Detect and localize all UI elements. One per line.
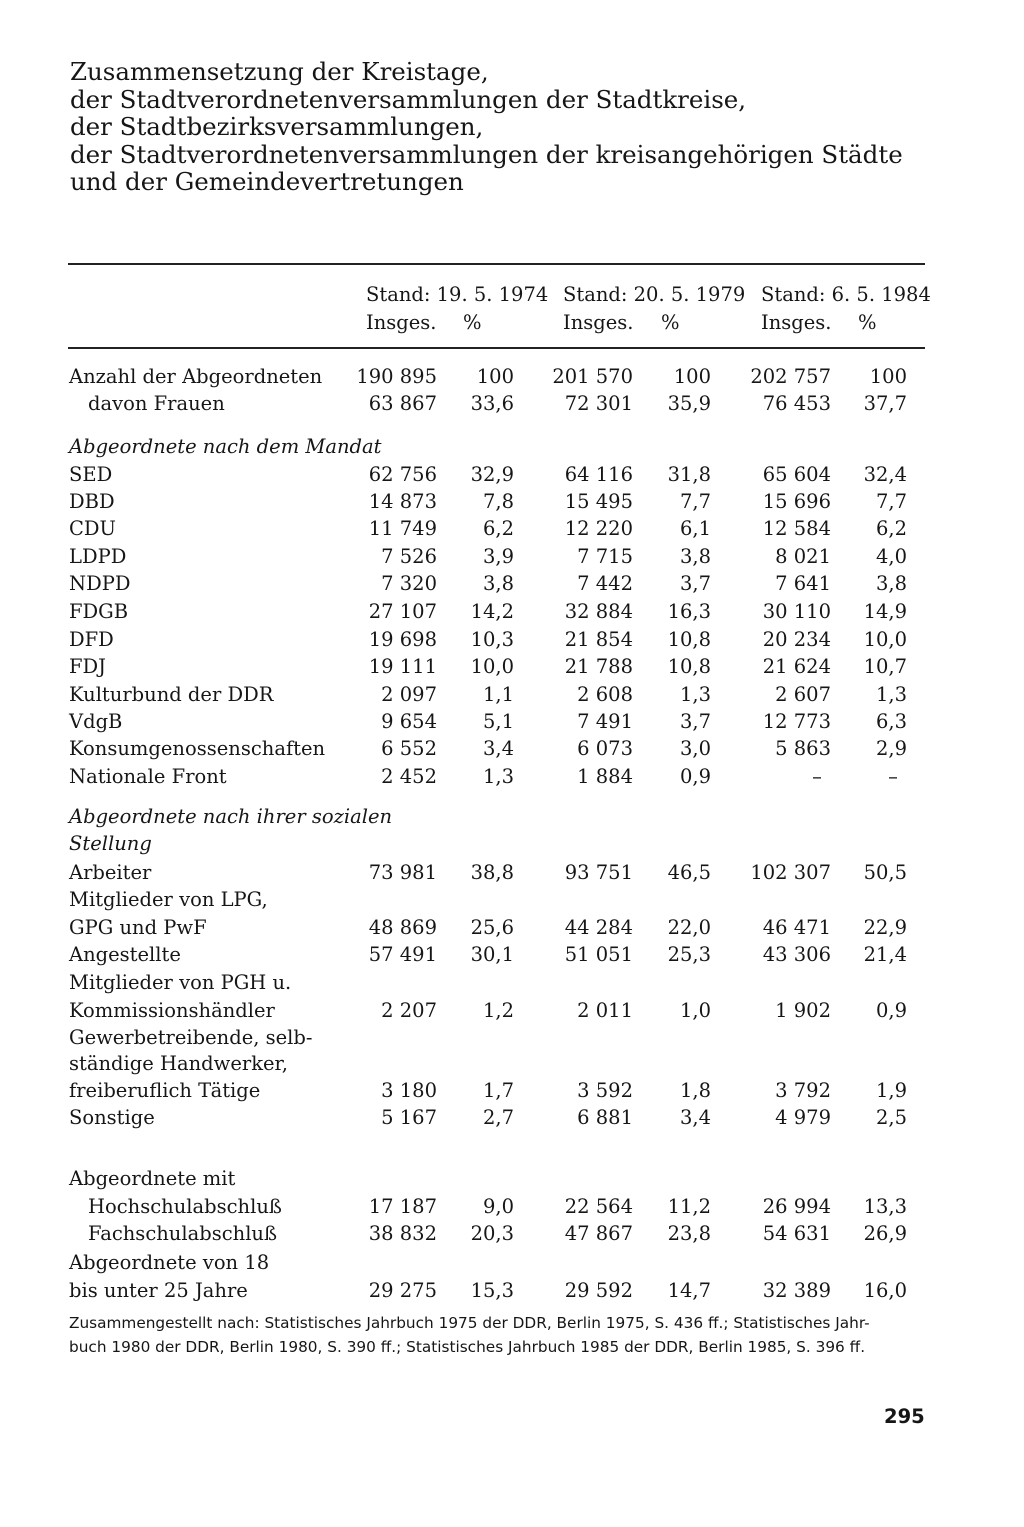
table-row bbox=[0, 735, 1024, 763]
cell-insges-1974: 2 097 bbox=[381, 683, 437, 706]
title-line: und der Gemeindevertretungen bbox=[70, 167, 464, 196]
cell-pct-1979: 7,7 bbox=[679, 490, 711, 513]
cell-insges-1979: 7 715 bbox=[577, 545, 633, 568]
cell-pct-1979: 1,8 bbox=[679, 1079, 711, 1102]
cell-pct-1974: 33,6 bbox=[470, 392, 514, 415]
cell-pct-1979: 1,3 bbox=[679, 683, 711, 706]
cell-pct-1974: 1,1 bbox=[482, 683, 514, 706]
row-label: Konsumgenossenschaften bbox=[69, 737, 326, 760]
cell-pct-1979: 3,0 bbox=[679, 737, 711, 760]
cell-insges-1974: 62 756 bbox=[368, 463, 437, 486]
row-label: Gewerbetreibende, selb- bbox=[69, 1026, 313, 1049]
cell-pct-1984: 50,5 bbox=[863, 861, 907, 884]
row-label: Sonstige bbox=[69, 1106, 155, 1129]
cell-pct-1974: 3,4 bbox=[482, 737, 514, 760]
row-label: davon Frauen bbox=[88, 392, 225, 415]
cell-insges-1984: 21 624 bbox=[762, 655, 831, 678]
table-row bbox=[0, 598, 1024, 626]
cell-insges-1984: 15 696 bbox=[762, 490, 831, 513]
cell-pct-1979: 3,8 bbox=[679, 545, 711, 568]
cell-pct-1979: 25,3 bbox=[667, 943, 711, 966]
table-header-dates bbox=[0, 281, 1024, 309]
cell-insges-1979: 72 301 bbox=[564, 392, 633, 415]
cell-insges-1974: 48 869 bbox=[368, 916, 437, 939]
cell-insges-1984: 43 306 bbox=[762, 943, 831, 966]
cell-insges-1984: 2 607 bbox=[775, 683, 831, 706]
cell-pct-1979: 100 bbox=[673, 365, 711, 388]
cell-insges-1974: 3 180 bbox=[381, 1079, 437, 1102]
row-label: FDJ bbox=[69, 655, 106, 678]
cell-pct-1974: 15,3 bbox=[470, 1279, 514, 1302]
cell-pct-1974: 100 bbox=[476, 365, 514, 388]
cell-pct-1974: 3,9 bbox=[482, 545, 514, 568]
cell-pct-1979: 10,8 bbox=[667, 628, 711, 651]
table-row bbox=[0, 763, 1024, 791]
cell-insges-1974: 7 526 bbox=[381, 545, 437, 568]
table-row bbox=[0, 1277, 1024, 1305]
cell-pct-1979: 6,1 bbox=[679, 517, 711, 540]
section-heading: Stellung bbox=[69, 832, 152, 855]
header-insges: Insges. bbox=[761, 311, 832, 334]
cell-pct-1974: 25,6 bbox=[470, 916, 514, 939]
row-label: Abgeordnete von 18 bbox=[69, 1251, 270, 1274]
row-label: Anzahl der Abgeordneten bbox=[69, 365, 323, 388]
table-row bbox=[0, 859, 1024, 887]
cell-insges-1974: 11 749 bbox=[368, 517, 437, 540]
table-row bbox=[0, 708, 1024, 736]
cell-insges-1979: 51 051 bbox=[564, 943, 633, 966]
table-row bbox=[0, 515, 1024, 543]
row-label: VdgB bbox=[69, 710, 123, 733]
cell-pct-1979: 23,8 bbox=[667, 1222, 711, 1245]
header-stand-1974: Stand: 19. 5. 1974 bbox=[366, 283, 549, 306]
cell-pct-1979: 3,7 bbox=[679, 710, 711, 733]
table-row bbox=[0, 1220, 1024, 1248]
cell-pct-1974: 10,0 bbox=[470, 655, 514, 678]
row-label: Kulturbund der DDR bbox=[69, 683, 274, 706]
table-row bbox=[0, 914, 1024, 942]
cell-insges-1984: 26 994 bbox=[762, 1195, 831, 1218]
section-heading: Abgeordnete nach ihrer sozialen bbox=[69, 805, 393, 828]
table-row bbox=[0, 390, 1024, 418]
page-number: 295 bbox=[884, 1405, 925, 1428]
cell-pct-1979: 46,5 bbox=[667, 861, 711, 884]
cell-insges-1974: 6 552 bbox=[381, 737, 437, 760]
cell-pct-1984: 16,0 bbox=[863, 1279, 907, 1302]
cell-pct-1984: 14,9 bbox=[863, 600, 907, 623]
cell-insges-1979: 21 854 bbox=[564, 628, 633, 651]
cell-insges-1979: 22 564 bbox=[564, 1195, 633, 1218]
cell-pct-1984: 21,4 bbox=[863, 943, 907, 966]
cell-insges-1984: 12 773 bbox=[762, 710, 831, 733]
cell-pct-1984: 3,8 bbox=[875, 572, 907, 595]
cell-pct-1979: 14,7 bbox=[667, 1279, 711, 1302]
table-section-label bbox=[0, 1249, 1024, 1277]
cell-insges-1979: 21 788 bbox=[564, 655, 633, 678]
cell-insges-1979: 7 442 bbox=[577, 572, 633, 595]
cell-pct-1984: 2,9 bbox=[875, 737, 907, 760]
row-label: Kommissionshändler bbox=[69, 999, 275, 1022]
row-label: bis unter 25 Jahre bbox=[69, 1279, 248, 1302]
cell-insges-1979: 7 491 bbox=[577, 710, 633, 733]
cell-pct-1984: 10,0 bbox=[863, 628, 907, 651]
table-row bbox=[0, 681, 1024, 709]
header-pct: % bbox=[858, 311, 877, 334]
cell-pct-1974: 32,9 bbox=[470, 463, 514, 486]
cell-pct-1984: 1,9 bbox=[875, 1079, 907, 1102]
cell-insges-1984: 76 453 bbox=[762, 392, 831, 415]
cell-pct-1979: 0,9 bbox=[679, 765, 711, 788]
cell-pct-1984: 26,9 bbox=[863, 1222, 907, 1245]
table-row bbox=[0, 570, 1024, 598]
cell-pct-1979: 31,8 bbox=[667, 463, 711, 486]
cell-pct-1984: 2,5 bbox=[875, 1106, 907, 1129]
cell-insges-1974: 9 654 bbox=[381, 710, 437, 733]
title-line: Zusammensetzung der Kreistage, bbox=[70, 57, 489, 86]
cell-pct-1984: 37,7 bbox=[863, 392, 907, 415]
cell-pct-1974: 7,8 bbox=[482, 490, 514, 513]
cell-pct-1974: 1,2 bbox=[482, 999, 514, 1022]
header-pct: % bbox=[463, 311, 482, 334]
cell-insges-1984: – bbox=[812, 765, 822, 788]
cell-pct-1979: 16,3 bbox=[667, 600, 711, 623]
cell-insges-1979: 201 570 bbox=[552, 365, 633, 388]
cell-insges-1979: 3 592 bbox=[577, 1079, 633, 1102]
row-label: Fachschulabschluß bbox=[88, 1222, 278, 1245]
title-line: der Stadtverordnetenversammlungen der kreisangehörigen Städte bbox=[70, 139, 903, 169]
cell-insges-1979: 1 884 bbox=[577, 765, 633, 788]
title-line: der Stadtbezirksversammlungen, bbox=[70, 112, 484, 141]
cell-insges-1974: 27 107 bbox=[368, 600, 437, 623]
table-top-rule bbox=[68, 263, 925, 265]
cell-insges-1979: 64 116 bbox=[564, 463, 633, 486]
cell-insges-1984: 30 110 bbox=[762, 600, 831, 623]
cell-insges-1984: 3 792 bbox=[775, 1079, 831, 1102]
cell-pct-1979: 35,9 bbox=[667, 392, 711, 415]
row-label: Mitglieder von PGH u. bbox=[69, 971, 292, 994]
header-stand-1984: Stand: 6. 5. 1984 bbox=[761, 283, 931, 306]
row-label: Hochschulabschluß bbox=[88, 1195, 282, 1218]
cell-insges-1979: 93 751 bbox=[564, 861, 633, 884]
table-section-label bbox=[0, 830, 1024, 858]
cell-pct-1974: 20,3 bbox=[470, 1222, 514, 1245]
header-insges: Insges. bbox=[366, 311, 437, 334]
cell-pct-1974: 3,8 bbox=[482, 572, 514, 595]
table-section-label bbox=[0, 886, 1024, 914]
cell-pct-1984: 1,3 bbox=[875, 683, 907, 706]
cell-insges-1974: 190 895 bbox=[356, 365, 437, 388]
cell-pct-1984: 22,9 bbox=[863, 916, 907, 939]
cell-insges-1974: 19 111 bbox=[368, 655, 437, 678]
cell-insges-1979: 29 592 bbox=[564, 1279, 633, 1302]
cell-insges-1984: 65 604 bbox=[762, 463, 831, 486]
cell-pct-1979: 10,8 bbox=[667, 655, 711, 678]
cell-pct-1984: 4,0 bbox=[875, 545, 907, 568]
source-note bbox=[69, 1311, 929, 1359]
table-row bbox=[0, 626, 1024, 654]
cell-insges-1979: 6 881 bbox=[577, 1106, 633, 1129]
table-row bbox=[0, 488, 1024, 516]
row-label: Angestellte bbox=[69, 943, 181, 966]
header-insges: Insges. bbox=[563, 311, 634, 334]
row-label: CDU bbox=[69, 517, 116, 540]
cell-pct-1979: 22,0 bbox=[667, 916, 711, 939]
cell-insges-1984: 8 021 bbox=[775, 545, 831, 568]
row-label: DFD bbox=[69, 628, 114, 651]
table-section-label bbox=[0, 803, 1024, 831]
row-label: Abgeordnete mit bbox=[69, 1167, 236, 1190]
cell-insges-1979: 47 867 bbox=[564, 1222, 633, 1245]
header-pct: % bbox=[661, 311, 680, 334]
cell-pct-1979: 3,7 bbox=[679, 572, 711, 595]
cell-pct-1979: 1,0 bbox=[679, 999, 711, 1022]
cell-insges-1974: 19 698 bbox=[368, 628, 437, 651]
table-row bbox=[0, 1193, 1024, 1221]
cell-insges-1974: 38 832 bbox=[368, 1222, 437, 1245]
table-row bbox=[0, 461, 1024, 489]
cell-pct-1974: 14,2 bbox=[470, 600, 514, 623]
table-header-rule bbox=[68, 347, 925, 349]
cell-pct-1984: 13,3 bbox=[863, 1195, 907, 1218]
cell-pct-1984: 7,7 bbox=[875, 490, 907, 513]
row-label: Nationale Front bbox=[69, 765, 227, 788]
cell-pct-1974: 38,8 bbox=[470, 861, 514, 884]
cell-insges-1974: 2 452 bbox=[381, 765, 437, 788]
cell-insges-1979: 32 884 bbox=[564, 600, 633, 623]
cell-pct-1974: 10,3 bbox=[470, 628, 514, 651]
cell-insges-1974: 7 320 bbox=[381, 572, 437, 595]
cell-insges-1974: 14 873 bbox=[368, 490, 437, 513]
table-section-label bbox=[0, 1050, 1024, 1078]
row-label: NDPD bbox=[69, 572, 131, 595]
source-line: buch 1980 der DDR, Berlin 1980, S. 390 ff.; Statistisches Jahrbuch 1985 der DDR, Berlin 1985, S. 396 ff. bbox=[69, 1338, 866, 1356]
table-row bbox=[0, 941, 1024, 969]
table-row bbox=[0, 543, 1024, 571]
cell-insges-1979: 12 220 bbox=[564, 517, 633, 540]
cell-insges-1984: 5 863 bbox=[775, 737, 831, 760]
cell-pct-1979: 3,4 bbox=[679, 1106, 711, 1129]
cell-insges-1984: 32 389 bbox=[762, 1279, 831, 1302]
cell-pct-1974: 1,7 bbox=[482, 1079, 514, 1102]
table-row bbox=[0, 1077, 1024, 1105]
section-heading: Abgeordnete nach dem Mandat bbox=[69, 435, 382, 458]
cell-insges-1974: 57 491 bbox=[368, 943, 437, 966]
table-header-columns bbox=[0, 309, 1024, 337]
table-section-label bbox=[0, 1165, 1024, 1193]
cell-pct-1974: 30,1 bbox=[470, 943, 514, 966]
cell-pct-1984: 10,7 bbox=[863, 655, 907, 678]
row-label: GPG und PwF bbox=[69, 916, 207, 939]
cell-pct-1984: – bbox=[888, 765, 898, 788]
cell-insges-1974: 5 167 bbox=[381, 1106, 437, 1129]
cell-insges-1984: 102 307 bbox=[750, 861, 831, 884]
table-section-label bbox=[0, 969, 1024, 997]
table-section-label bbox=[0, 433, 1024, 461]
row-label: FDGB bbox=[69, 600, 129, 623]
cell-pct-1984: 0,9 bbox=[875, 999, 907, 1022]
cell-insges-1984: 54 631 bbox=[762, 1222, 831, 1245]
row-label: ständige Handwerker, bbox=[69, 1052, 288, 1075]
row-label: SED bbox=[69, 463, 113, 486]
row-label: LDPD bbox=[69, 545, 127, 568]
cell-insges-1979: 2 608 bbox=[577, 683, 633, 706]
cell-pct-1984: 6,3 bbox=[875, 710, 907, 733]
cell-insges-1984: 46 471 bbox=[762, 916, 831, 939]
cell-pct-1974: 6,2 bbox=[482, 517, 514, 540]
cell-pct-1974: 1,3 bbox=[482, 765, 514, 788]
cell-pct-1984: 6,2 bbox=[875, 517, 907, 540]
cell-insges-1984: 202 757 bbox=[750, 365, 831, 388]
source-line: Zusammengestellt nach: Statistisches Jahrbuch 1975 der DDR, Berlin 1975, S. 436 ff.; Statistisches Jahr- bbox=[69, 1314, 870, 1332]
cell-pct-1974: 9,0 bbox=[482, 1195, 514, 1218]
row-label: freiberuflich Tätige bbox=[69, 1079, 261, 1102]
cell-pct-1984: 100 bbox=[869, 365, 907, 388]
cell-insges-1979: 2 011 bbox=[577, 999, 633, 1022]
cell-pct-1974: 5,1 bbox=[482, 710, 514, 733]
cell-insges-1984: 12 584 bbox=[762, 517, 831, 540]
page-title bbox=[70, 58, 950, 196]
cell-insges-1984: 20 234 bbox=[762, 628, 831, 651]
table-row bbox=[0, 997, 1024, 1025]
cell-insges-1974: 73 981 bbox=[368, 861, 437, 884]
title-line: der Stadtverordnetenversammlungen der Stadtkreise, bbox=[70, 84, 747, 114]
cell-pct-1979: 11,2 bbox=[667, 1195, 711, 1218]
cell-insges-1974: 29 275 bbox=[368, 1279, 437, 1302]
cell-insges-1979: 44 284 bbox=[564, 916, 633, 939]
cell-pct-1984: 32,4 bbox=[863, 463, 907, 486]
cell-insges-1979: 15 495 bbox=[564, 490, 633, 513]
row-label: Arbeiter bbox=[69, 861, 152, 884]
cell-insges-1974: 63 867 bbox=[368, 392, 437, 415]
row-label: DBD bbox=[69, 490, 115, 513]
cell-insges-1984: 1 902 bbox=[775, 999, 831, 1022]
cell-insges-1984: 4 979 bbox=[775, 1106, 831, 1129]
header-stand-1979: Stand: 20. 5. 1979 bbox=[563, 283, 746, 306]
cell-insges-1984: 7 641 bbox=[775, 572, 831, 595]
cell-insges-1979: 6 073 bbox=[577, 737, 633, 760]
cell-pct-1974: 2,7 bbox=[482, 1106, 514, 1129]
cell-insges-1974: 17 187 bbox=[368, 1195, 437, 1218]
table-row bbox=[0, 653, 1024, 681]
row-label: Mitglieder von LPG, bbox=[69, 888, 268, 911]
table-row bbox=[0, 363, 1024, 391]
table-section-label bbox=[0, 1024, 1024, 1052]
table-row bbox=[0, 1104, 1024, 1132]
cell-insges-1974: 2 207 bbox=[381, 999, 437, 1022]
